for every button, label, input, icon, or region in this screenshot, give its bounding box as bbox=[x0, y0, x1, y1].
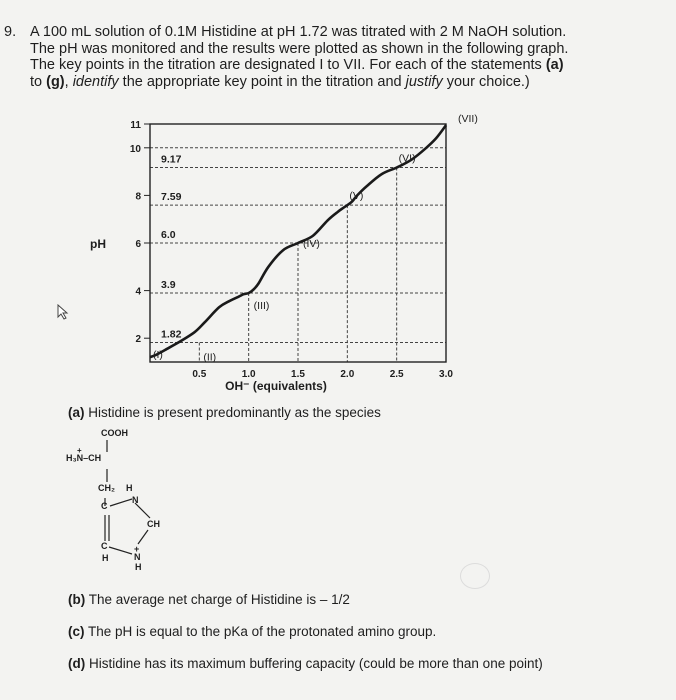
question-text-segment: to bbox=[30, 73, 47, 90]
ring-c-bottom: C bbox=[101, 541, 108, 551]
question-text-segment: The key points in the titration are designated I to VII. For each of the statements bbox=[30, 57, 546, 73]
statement-text: Histidine has its maximum buffering capacity (could be more than one point) bbox=[85, 656, 543, 671]
mouse-pointer-icon bbox=[56, 304, 70, 320]
question-text-segment: The pH was monitored and the results were plotted as shown in the following graph. bbox=[30, 40, 569, 57]
x-tick-label: 1.5 bbox=[291, 369, 305, 380]
structure-bonds bbox=[62, 428, 222, 578]
y-tick-label: 8 bbox=[135, 191, 141, 203]
key-point-label: (V) bbox=[349, 190, 364, 203]
statement-label: (d) bbox=[68, 656, 86, 671]
x-tick-label: 1.0 bbox=[241, 369, 256, 380]
ring-ch-right: CH bbox=[147, 519, 160, 529]
x-tick-label: 3.0 bbox=[439, 369, 453, 380]
ring-c-left: C bbox=[101, 501, 108, 511]
statement-text: Histidine is present predominantly as the species bbox=[84, 405, 381, 420]
reference-value-label: 3.9 bbox=[161, 278, 176, 291]
y-tick-label: 6 bbox=[135, 239, 141, 250]
key-point-label: (IV) bbox=[303, 238, 320, 250]
reference-value-label: 9.17 bbox=[161, 153, 182, 166]
statement-b bbox=[68, 592, 350, 607]
ring-h-left: H bbox=[102, 553, 109, 563]
ring-h-bottom: H bbox=[135, 562, 142, 572]
key-point-label: (III) bbox=[253, 299, 270, 312]
ring-n-top: N bbox=[132, 495, 139, 505]
key-point-label: (II) bbox=[203, 351, 217, 364]
reference-value-label: 6.0 bbox=[161, 229, 176, 241]
question-italic-segment: identify bbox=[72, 73, 119, 90]
statement-label: (c) bbox=[68, 624, 85, 639]
amino-group: H₃N–CH bbox=[66, 453, 102, 463]
question-text-segment: , bbox=[64, 73, 73, 90]
question-text-segment: the appropriate key point in the titration and bbox=[118, 73, 406, 90]
question-italic-segment: justify bbox=[405, 73, 443, 90]
x-tick-label: 2.5 bbox=[389, 369, 404, 380]
statement-c bbox=[68, 624, 436, 639]
statement-d bbox=[68, 656, 543, 671]
y-ticks bbox=[130, 120, 150, 345]
ring-h-top: H bbox=[126, 483, 133, 493]
question-bold-segment: (g) bbox=[46, 73, 65, 90]
key-point-label: (VI) bbox=[398, 152, 416, 165]
question-bold-segment: (a) bbox=[545, 57, 564, 73]
carboxyl-group: COOH bbox=[101, 428, 128, 438]
y-tick-label: 10 bbox=[129, 143, 141, 155]
pen-mark bbox=[460, 563, 490, 589]
reference-value-label: 7.59 bbox=[161, 191, 182, 204]
histidine-structure bbox=[62, 428, 222, 578]
statement-label: (b) bbox=[68, 592, 86, 607]
statement-text: The pH is equal to the pKa of the protonated amino group. bbox=[84, 624, 437, 639]
y-axis-label: pH bbox=[90, 237, 106, 251]
x-tick-label: 2.0 bbox=[340, 369, 355, 380]
x-tick-label: 0.5 bbox=[192, 369, 207, 380]
y-tick-label: 2 bbox=[135, 334, 141, 346]
statement-text: The average net charge of Histidine is – 1/2 bbox=[85, 592, 350, 607]
question-text-segment: A 100 mL solution of 0.1M Histidine at pH 1.72 was titrated with 2 M NaOH solution. bbox=[30, 24, 567, 40]
statement-label: (a) bbox=[68, 405, 85, 420]
y-tick-label: 4 bbox=[135, 286, 141, 298]
ring-n-bottom: N bbox=[134, 552, 141, 562]
drop-lines bbox=[199, 168, 396, 362]
annotation-labels bbox=[161, 154, 182, 341]
key-point-label: (I) bbox=[153, 348, 163, 361]
methylene-group: CH₂ bbox=[98, 483, 115, 493]
question-text-segment: your choice.) bbox=[442, 73, 530, 90]
y-tick-label: 11 bbox=[130, 120, 141, 131]
key-point-label: (VII) bbox=[458, 113, 478, 125]
statement-a bbox=[68, 405, 381, 420]
reference-value-label: 1.82 bbox=[161, 328, 182, 341]
x-axis-label: OH⁻ (equivalents) bbox=[225, 379, 327, 393]
amino-charge: + bbox=[77, 446, 82, 455]
ring-charge: + bbox=[134, 544, 140, 554]
question-number: 9. bbox=[4, 24, 17, 40]
